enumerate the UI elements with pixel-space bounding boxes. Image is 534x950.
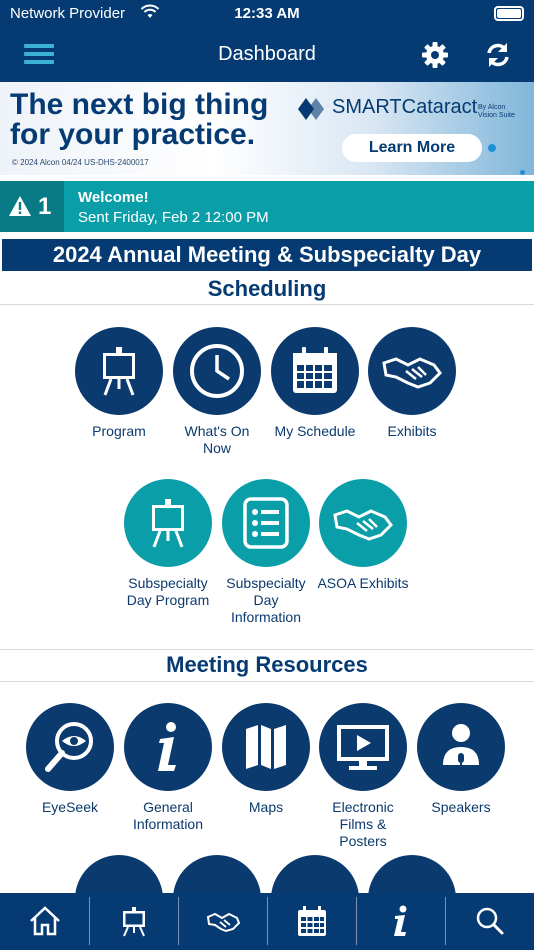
calendar-icon	[271, 327, 359, 415]
tile-label: My Schedule	[274, 423, 356, 439]
tile-asoa-exhibits[interactable]	[315, 479, 411, 592]
home-icon	[28, 905, 62, 937]
tile-label: What's On Now	[184, 423, 250, 456]
search-icon	[473, 905, 507, 937]
tile-label: Exhibits	[387, 423, 437, 439]
tile-eyeseek[interactable]	[22, 703, 118, 816]
tile-subspecialty-day-information[interactable]	[218, 479, 314, 626]
divider	[0, 681, 534, 682]
battery-icon	[494, 6, 524, 21]
tile-electronic-films-posters[interactable]	[315, 703, 411, 850]
status-bar	[0, 0, 534, 30]
handshake-icon	[368, 327, 456, 415]
alert-count: 1	[38, 193, 52, 220]
tab-program[interactable]	[89, 893, 178, 950]
tile-label: General Information	[132, 799, 204, 832]
tile-exhibits[interactable]	[364, 327, 460, 440]
tab-home[interactable]	[0, 893, 89, 950]
alert-subtitle: Sent Friday, Feb 2 12:00 PM	[78, 209, 269, 226]
map-icon	[222, 703, 310, 791]
tile-label: Maps	[248, 799, 284, 815]
handshake-icon	[319, 479, 407, 567]
alert-banner[interactable]	[0, 181, 534, 232]
tile-my-schedule[interactable]	[267, 327, 363, 440]
nav-bar	[0, 30, 534, 82]
easel-icon	[117, 905, 151, 937]
refresh-icon[interactable]	[483, 40, 513, 70]
learn-more-button[interactable]: Learn More	[342, 134, 482, 162]
gear-icon[interactable]	[420, 40, 450, 70]
info-icon	[384, 905, 418, 937]
tab-bar	[0, 893, 534, 950]
status-time: 12:33 AM	[234, 5, 300, 22]
eye-search-icon	[26, 703, 114, 791]
ad-decoration	[520, 170, 525, 175]
carrier-label: Network Provider	[10, 5, 126, 22]
tile-label: ASOA Exhibits	[317, 575, 409, 591]
tile-label: Program	[92, 423, 146, 439]
info-icon	[124, 703, 212, 791]
ad-copyright: © 2024 Alcon 04/24 US-DHS-2400017	[12, 158, 149, 167]
tile-label: Subspecialty Day Information	[226, 575, 306, 625]
clock-icon	[173, 327, 261, 415]
tile-label: Subspecialty Day Program	[126, 575, 210, 608]
ad-headline: The next big thing for your practice.	[10, 88, 269, 151]
meeting-banner: 2024 Annual Meeting & Subspecialty Day	[2, 239, 532, 271]
tile-label: EyeSeek	[41, 799, 99, 815]
tile-label: Electronic Films & Posters	[332, 799, 394, 849]
easel-icon	[124, 479, 212, 567]
page-title: Dashboard	[218, 43, 316, 65]
warning-icon	[8, 195, 32, 217]
tile-label: Speakers	[431, 799, 491, 815]
easel-icon	[75, 327, 163, 415]
section-title-scheduling: Scheduling	[207, 276, 327, 301]
tile-subspecialty-day-program[interactable]	[120, 479, 216, 609]
tab-information[interactable]	[356, 893, 445, 950]
tile-whats-on-now[interactable]	[169, 327, 265, 457]
ad-brand: SMARTCataract	[332, 96, 478, 118]
alert-title: Welcome!	[78, 189, 149, 206]
tile-program[interactable]	[71, 327, 167, 440]
tab-exhibits[interactable]	[178, 893, 267, 950]
list-icon	[222, 479, 310, 567]
handshake-icon	[206, 905, 240, 937]
section-title-meeting-resources: Meeting Resources	[166, 652, 368, 677]
divider	[0, 304, 534, 305]
ad-banner[interactable]	[0, 82, 534, 175]
smartcataract-logo-icon	[294, 94, 328, 124]
ad-brand-sub: By Alcon Vision Suite	[478, 104, 515, 119]
monitor-play-icon	[319, 703, 407, 791]
ad-decoration	[488, 144, 496, 152]
tile-general-information[interactable]	[120, 703, 216, 833]
tab-search[interactable]	[445, 893, 534, 950]
tile-maps[interactable]	[218, 703, 314, 816]
speaker-icon	[417, 703, 505, 791]
tile-speakers[interactable]	[413, 703, 509, 816]
divider	[0, 649, 534, 650]
tab-my-schedule[interactable]	[267, 893, 356, 950]
alert-badge	[0, 181, 64, 232]
calendar-icon	[295, 905, 329, 937]
